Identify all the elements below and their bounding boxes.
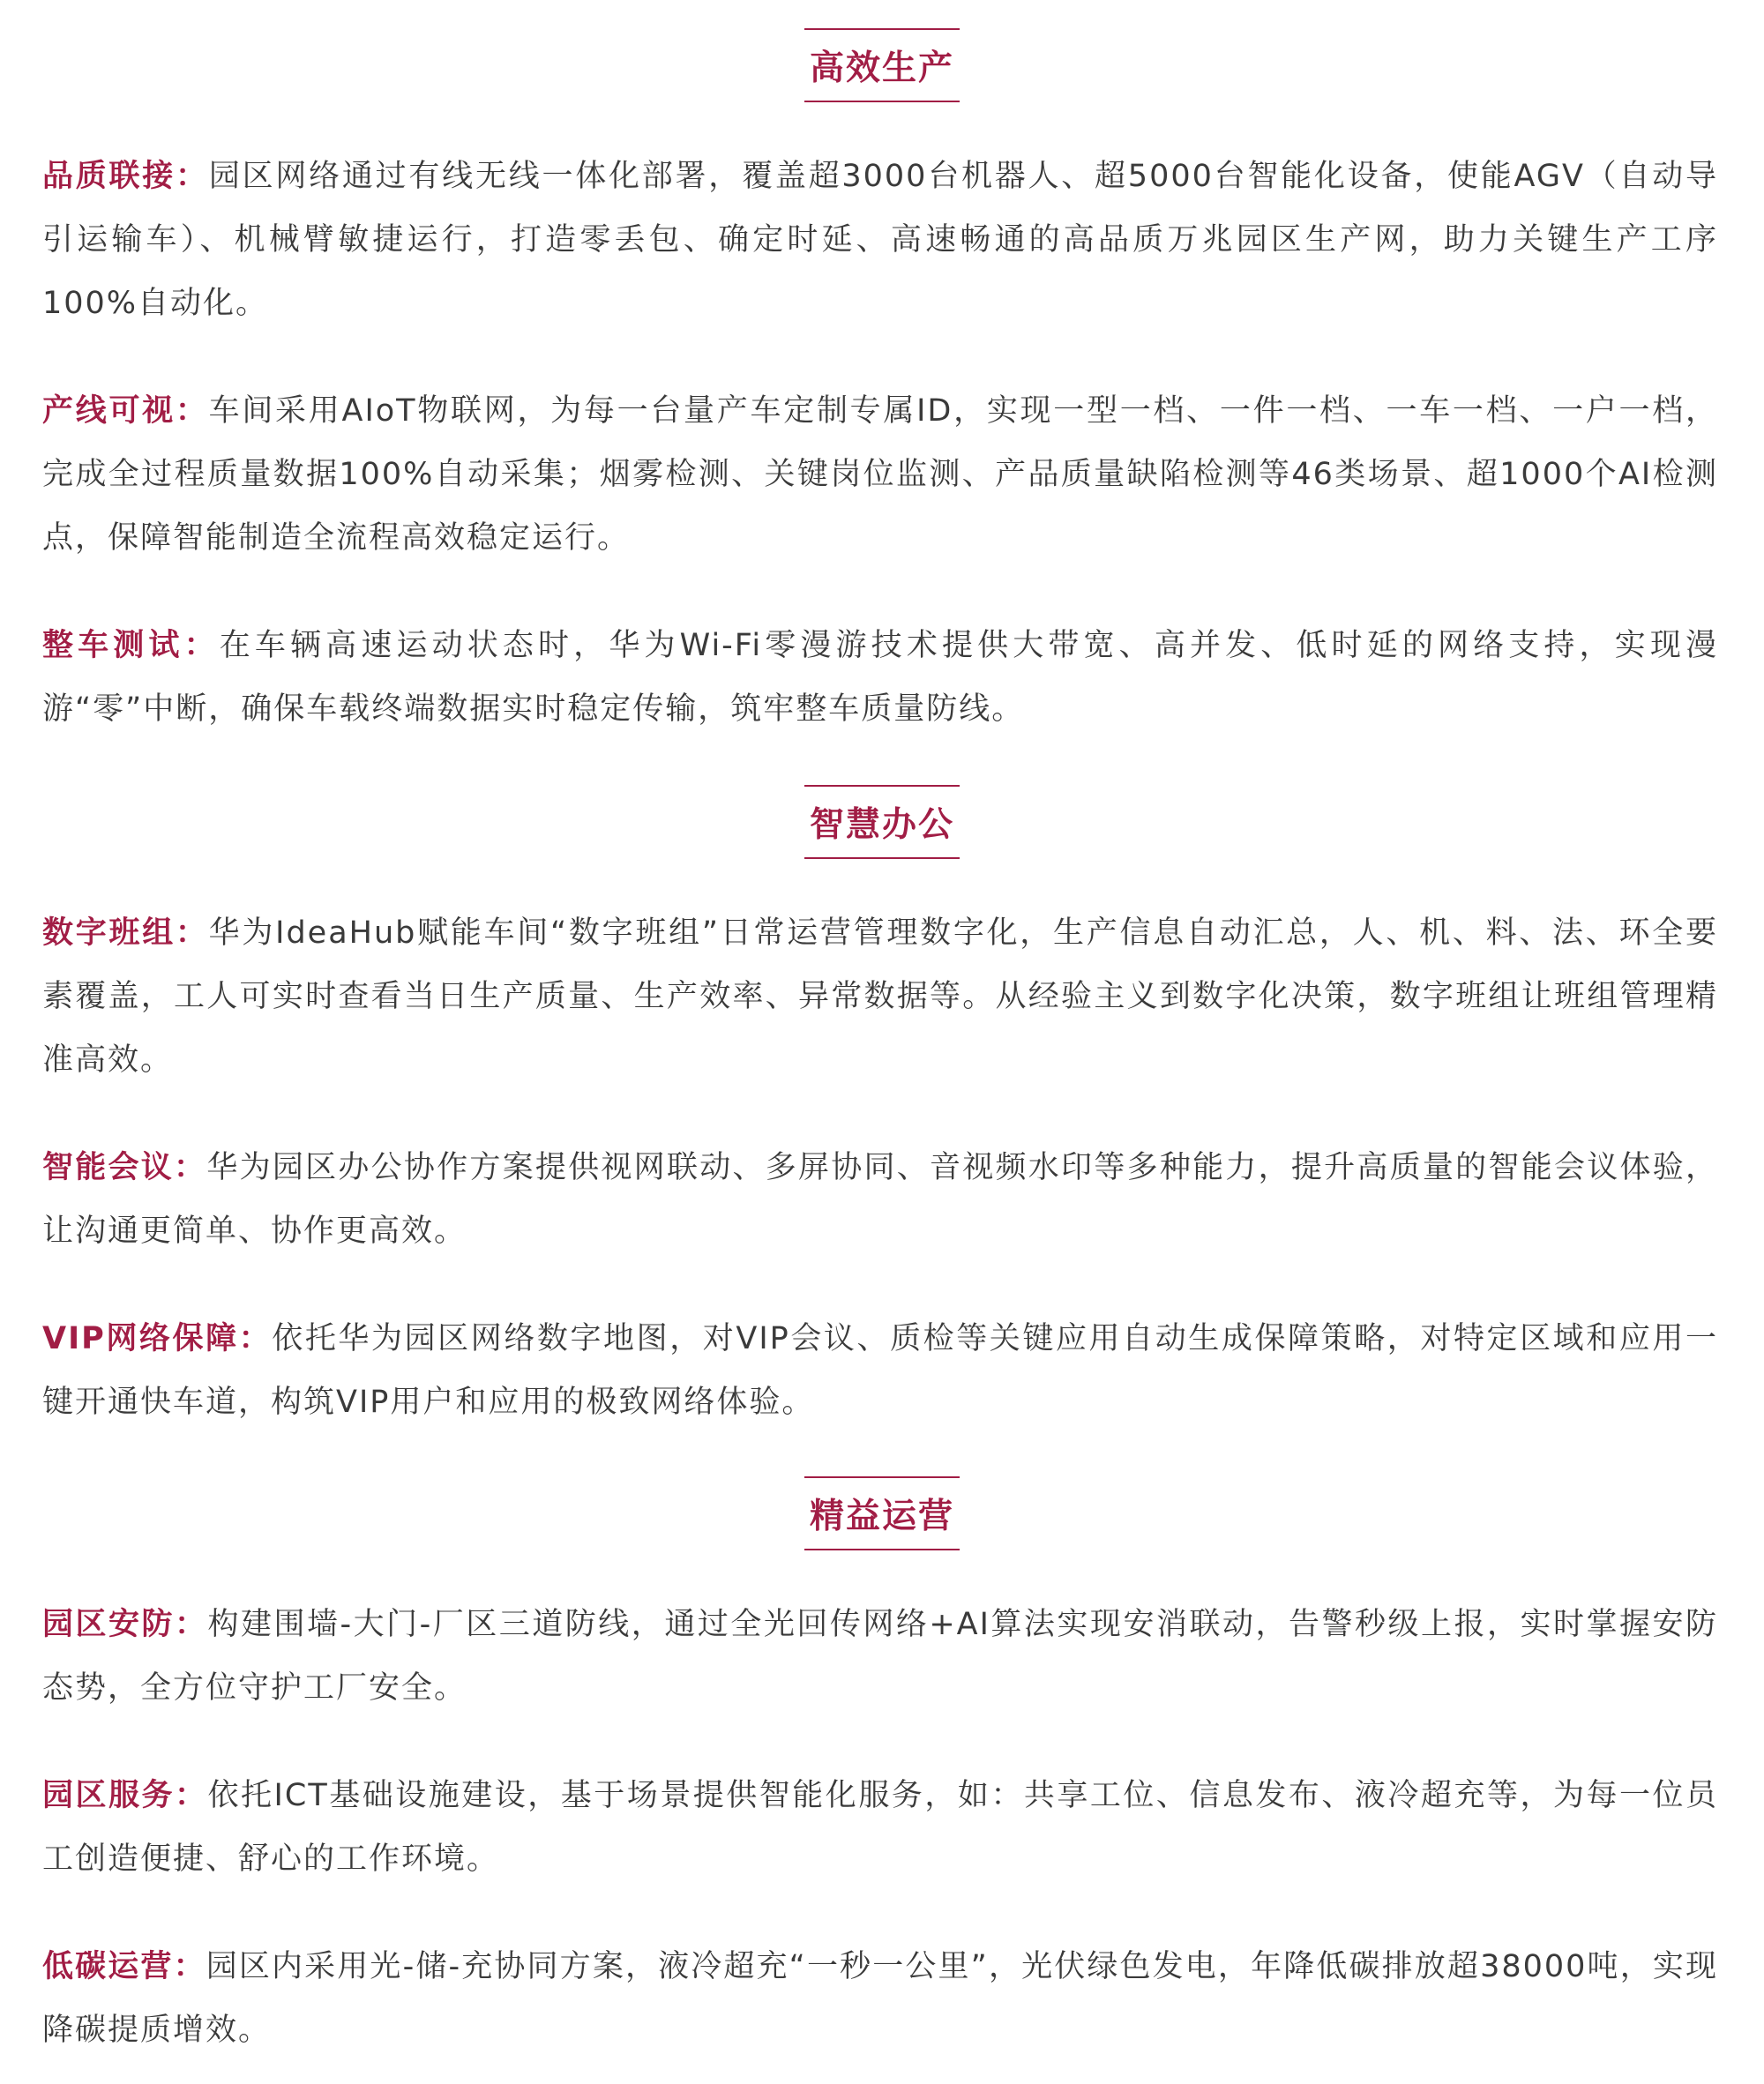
paragraph-smart-meeting xyxy=(42,1136,1718,1263)
paragraph-body: 构建围墙-大门-厂区三道防线，通过全光回传网络+AI算法实现安消联动，告警秒级上报，实时掌握安防态势，全方位守护工厂安全。 xyxy=(42,1607,1718,1706)
section-heading-lean-operation xyxy=(0,1476,1764,1550)
section-heading-smart-office xyxy=(0,785,1764,859)
heading-bottom-rule xyxy=(804,101,960,102)
section-title: 高效生产 xyxy=(809,49,954,88)
section-heading-frame xyxy=(804,1476,960,1550)
paragraph-label: 整车测试： xyxy=(42,628,220,663)
paragraph-line-visibility xyxy=(42,379,1718,570)
heading-bottom-rule xyxy=(804,1549,960,1550)
paragraph-label: 智能会议： xyxy=(42,1150,207,1185)
paragraph-digital-team xyxy=(42,901,1718,1092)
section-title: 智慧办公 xyxy=(809,805,954,845)
section-heading-frame xyxy=(804,28,960,102)
section-heading-efficient-production xyxy=(0,28,1764,102)
paragraph-park-service xyxy=(42,1764,1718,1891)
section-title: 精益运营 xyxy=(809,1497,954,1536)
heading-bottom-rule xyxy=(804,857,960,859)
paragraph-low-carbon xyxy=(42,1935,1718,2062)
heading-top-rule xyxy=(804,785,960,787)
paragraph-label: 园区服务： xyxy=(42,1778,208,1813)
paragraph-label: 低碳运营： xyxy=(42,1949,206,1984)
paragraph-label: 产线可视： xyxy=(42,393,209,429)
heading-top-rule xyxy=(804,28,960,30)
paragraph-body: 车间采用AIoT物联网，为每一台量产车定制专属ID，实现一型一档、一件一档、一车一档、一户一档，完成全过程质量数据100%自动采集；烟雾检测、关键岗位监测、产品质量缺陷检测等46类场景、超1000个AI检测点，保障智能制造全流程高效稳定运行。 xyxy=(42,393,1718,556)
paragraph-label: VIP网络保障： xyxy=(42,1321,273,1356)
paragraph-body: 依托华为园区网络数字地图，对VIP会议、质检等关键应用自动生成保障策略，对特定区域和应用一键开通快车道，构筑VIP用户和应用的极致网络体验。 xyxy=(42,1321,1719,1420)
heading-top-rule xyxy=(804,1476,960,1478)
paragraph-label: 品质联接： xyxy=(42,159,209,194)
paragraph-body: 园区网络通过有线无线一体化部署，覆盖超3000台机器人、超5000台智能化设备，使能AGV（自动导引运输车）、机械臂敏捷运行，打造零丢包、确定时延、高速畅通的高品质万兆园区生产网，助力关键生产工序100%自动化。 xyxy=(42,159,1718,321)
paragraph-body: 华为园区办公协作方案提供视网联动、多屏协同、音视频水印等多种能力，提升高质量的智能会议体验，让沟通更简单、协作更高效。 xyxy=(42,1150,1718,1249)
paragraph-quality-connection xyxy=(42,145,1718,335)
paragraph-vehicle-test xyxy=(42,614,1718,741)
paragraph-body: 园区内采用光-储-充协同方案，液冷超充“一秒一公里”，光伏绿色发电，年降低碳排放超38000吨，实现降碳提质增效。 xyxy=(42,1949,1718,2048)
paragraph-body: 华为IdeaHub赋能车间“数字班组”日常运营管理数字化，生产信息自动汇总，人、机、料、法、环全要素覆盖，工人可实时查看当日生产质量、生产效率、异常数据等。从经验主义到数字化决策，数字班组让班组管理精准高效。 xyxy=(42,915,1718,1078)
paragraph-vip-network xyxy=(42,1307,1718,1434)
paragraph-label: 数字班组： xyxy=(42,915,209,951)
section-heading-frame xyxy=(804,785,960,859)
paragraph-park-security xyxy=(42,1593,1718,1720)
paragraph-body: 在车辆高速运动状态时，华为Wi-Fi零漫游技术提供大带宽、高并发、低时延的网络支持，实现漫游“零”中断，确保车载终端数据实时稳定传输，筑牢整车质量防线。 xyxy=(42,628,1718,727)
paragraph-label: 园区安防： xyxy=(42,1607,208,1642)
paragraph-body: 依托ICT基础设施建设，基于场景提供智能化服务，如：共享工位、信息发布、液冷超充等，为每一位员工创造便捷、舒心的工作环境。 xyxy=(42,1778,1718,1877)
